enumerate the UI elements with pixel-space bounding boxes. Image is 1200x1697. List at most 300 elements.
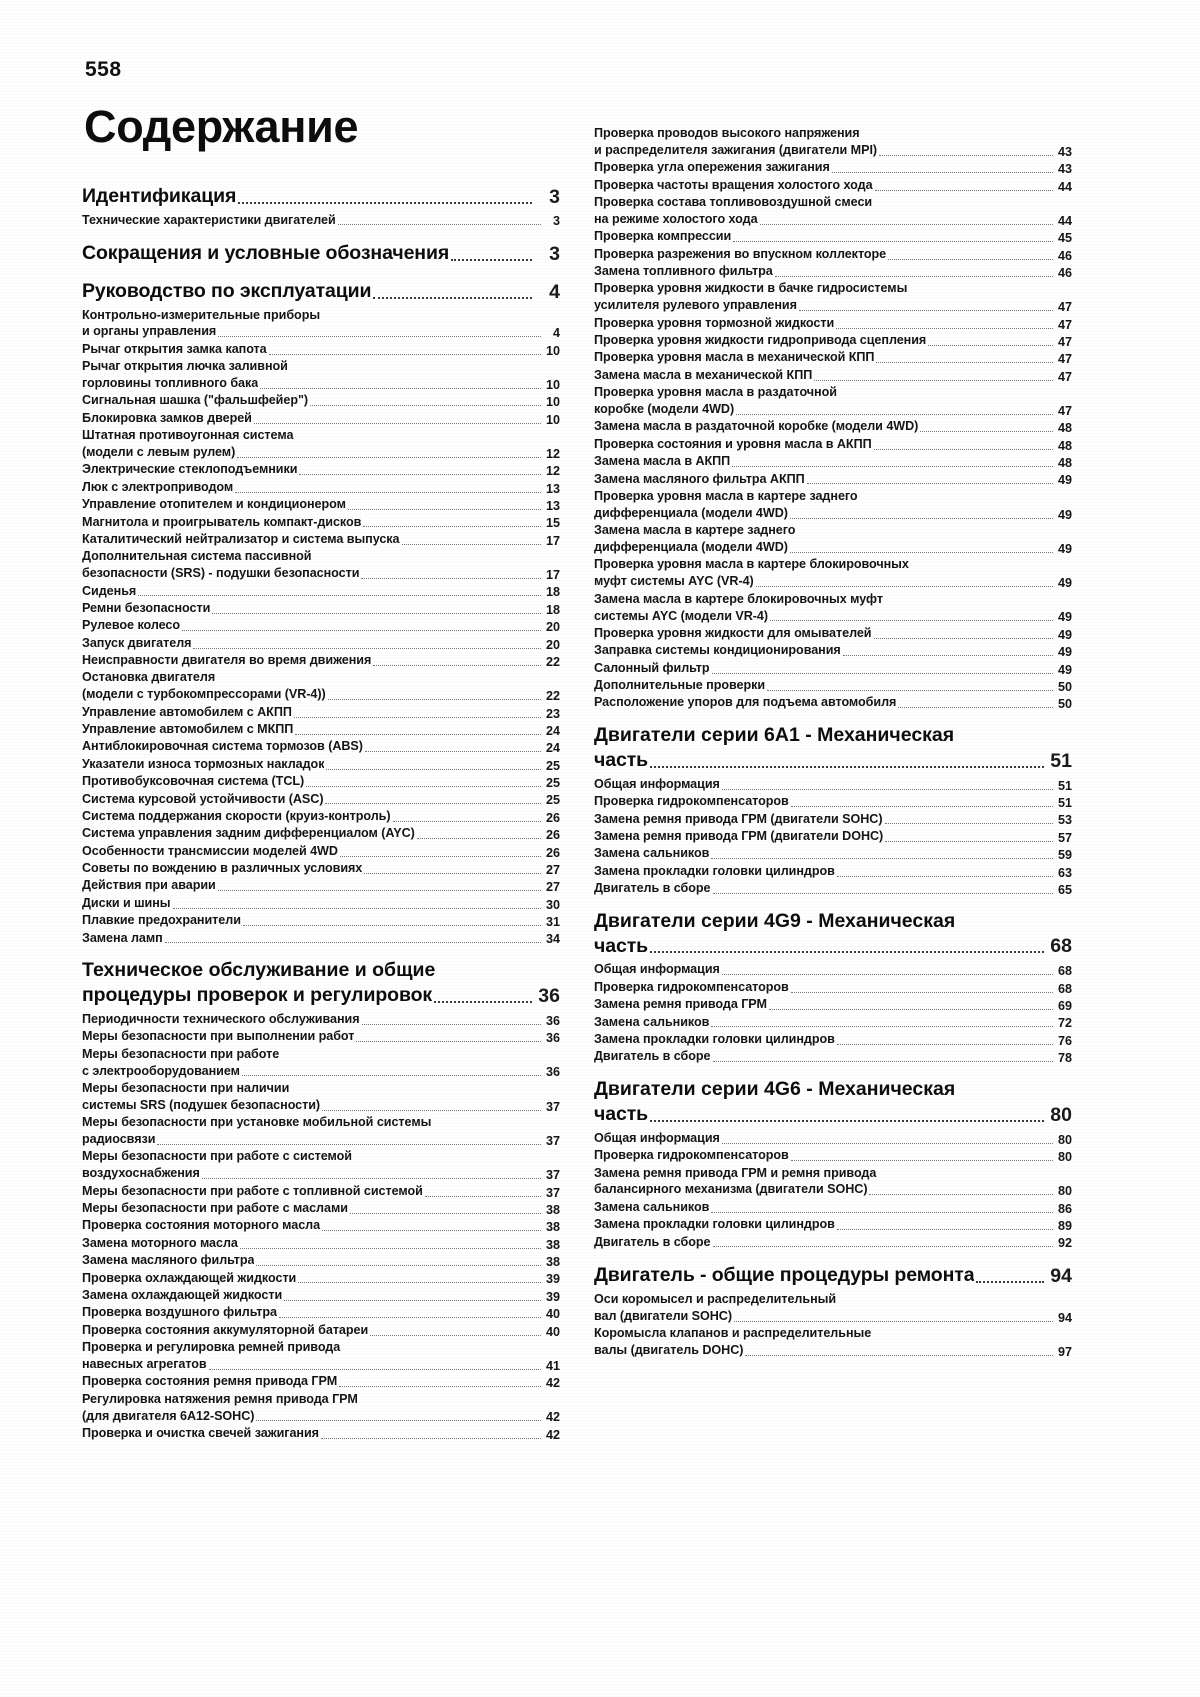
toc-entry[interactable] (82, 791, 560, 808)
toc-entry-page-number: 38 (545, 1202, 560, 1217)
toc-entry[interactable] (82, 756, 560, 773)
toc-entry-label: Идентификация (82, 185, 237, 207)
toc-entry[interactable] (594, 660, 1072, 677)
toc-leader-dots (138, 595, 541, 596)
toc-entry[interactable] (82, 279, 560, 304)
toc-entry[interactable] (82, 1200, 560, 1217)
toc-leader-dots (364, 873, 541, 874)
toc-entry-label: Советы по вождению в различных условиях (82, 861, 363, 876)
toc-entry[interactable] (594, 1342, 1072, 1359)
toc-entry-page-number: 39 (545, 1289, 560, 1304)
toc-entry[interactable] (82, 635, 560, 652)
toc-entry[interactable] (594, 177, 1072, 194)
toc-entry-page-number: 47 (1057, 352, 1072, 367)
toc-leader-dots (451, 259, 532, 261)
toc-entry[interactable] (594, 1048, 1072, 1065)
toc-leader-dots (732, 466, 1053, 467)
toc-leader-dots (299, 474, 541, 475)
toc-entry[interactable] (594, 539, 1072, 556)
toc-leader-dots (760, 224, 1053, 225)
toc-entry[interactable] (82, 704, 560, 721)
toc-entry-page-number: 26 (545, 828, 560, 843)
toc-entry[interactable] (82, 1028, 560, 1045)
toc-entry[interactable] (594, 573, 1072, 590)
toc-leader-dots (888, 259, 1053, 260)
toc-leader-dots (325, 803, 541, 804)
toc-entry[interactable] (594, 1147, 1072, 1164)
toc-entry[interactable] (82, 184, 560, 209)
toc-entry-page-number: 38 (545, 1237, 560, 1252)
toc-entry-page-number: 26 (545, 845, 560, 860)
toc-entry-page-number: 4 (549, 280, 560, 303)
toc-entry-page-number: 49 (1057, 576, 1072, 591)
toc-entry[interactable] (594, 367, 1072, 384)
toc-entry[interactable] (82, 1235, 560, 1252)
toc-entry[interactable] (594, 263, 1072, 280)
toc-entry[interactable] (82, 1165, 560, 1182)
toc-entry-label: Особенности трансмиссии моделей 4WD (82, 843, 338, 858)
toc-entry-label: Проверка уровня жидкости для омывателей (594, 625, 872, 640)
toc-entry-label: на режиме холостого хода (594, 211, 758, 226)
toc-leader-dots (306, 786, 541, 787)
toc-leader-dots (837, 1044, 1053, 1045)
toc-entry-page-number: 46 (1057, 248, 1072, 263)
toc-leader-dots (242, 1075, 541, 1076)
toc-entry-label: Салонный фильтр (594, 660, 710, 675)
toc-entry-label: (модели с левым рулем) (82, 445, 236, 460)
toc-entry-page-number: 51 (1057, 778, 1072, 793)
toc-entry-label: Проверка компрессии (594, 229, 732, 244)
toc-leader-dots (269, 354, 541, 355)
toc-entry-label-line1: Замена ремня привода ГРМ и ремня привода (594, 1165, 877, 1180)
toc-entry[interactable] (594, 880, 1072, 897)
toc-leader-dots (402, 544, 541, 545)
toc-entry-page-number: 37 (545, 1133, 560, 1148)
toc-entry-label: часть (594, 1103, 649, 1126)
toc-leader-dots (326, 769, 541, 770)
toc-leader-dots (722, 1143, 1053, 1144)
toc-leader-dots (173, 908, 541, 909)
toc-entry[interactable] (82, 375, 560, 392)
toc-entry-label-line1: Оси коромысел и распределительный (594, 1291, 837, 1306)
toc-entry[interactable] (82, 738, 560, 755)
toc-leader-dots (722, 974, 1053, 975)
toc-entry[interactable] (82, 1322, 560, 1339)
toc-entry-page-number: 94 (1057, 1310, 1072, 1325)
toc-entry-page-number: 63 (1057, 865, 1072, 880)
toc-entry-label: Проверка уровня жидкости гидропривода сцепления (594, 333, 927, 347)
toc-entry[interactable] (82, 843, 560, 860)
toc-entry[interactable] (82, 241, 560, 266)
toc-entry-label: Замена масла в раздаточной коробке (модели 4WD) (594, 419, 919, 434)
toc-entry[interactable] (82, 721, 560, 738)
toc-leader-dots (713, 893, 1053, 894)
toc-entry-label: Указатели износа тормозных накладок (82, 756, 325, 771)
toc-leader-dots (363, 526, 541, 527)
toc-entry[interactable] (82, 1356, 560, 1373)
toc-entry-label: Двигатель в сборе (594, 1234, 711, 1249)
toc-entry[interactable] (82, 808, 560, 825)
toc-entry-page-number: 3 (549, 243, 560, 265)
toc-entry-page-number: 30 (545, 897, 560, 912)
toc-leader-dots (807, 483, 1053, 484)
toc-leader-dots (202, 1178, 541, 1179)
toc-entry-page-number: 49 (1057, 662, 1072, 677)
toc-entry-page-number: 36 (545, 1065, 560, 1080)
toc-entry-page-number: 36 (545, 1031, 560, 1046)
toc-entry[interactable] (594, 297, 1072, 314)
toc-entry[interactable] (594, 453, 1072, 470)
toc-entry[interactable] (82, 1063, 560, 1080)
toc-leader-dots (650, 951, 1044, 953)
toc-entry[interactable] (594, 228, 1072, 245)
toc-entry-label: Проверка охлаждающей жидкости (82, 1270, 297, 1285)
toc-entry-page-number: 47 (1057, 300, 1072, 315)
toc-entry[interactable] (82, 212, 560, 229)
toc-leader-dots (832, 172, 1053, 173)
toc-entry-page-number: 49 (1057, 541, 1072, 556)
toc-leader-dots (235, 492, 541, 493)
toc-entry-label: коробке (модели 4WD) (594, 402, 735, 416)
toc-entry[interactable] (82, 1270, 560, 1287)
toc-entry[interactable] (594, 1216, 1072, 1233)
toc-entry-page-number: 68 (1050, 935, 1072, 958)
toc-leader-dots (712, 673, 1054, 674)
toc-entry[interactable] (594, 961, 1072, 978)
toc-entry-label: Магнитола и проигрыватель компакт-дисков (82, 514, 362, 529)
toc-leader-dots (711, 1026, 1053, 1027)
toc-entry[interactable] (82, 531, 560, 548)
toc-entry-label: Ремни безопасности (82, 600, 211, 615)
toc-entry[interactable] (82, 341, 560, 358)
toc-leader-dots (799, 310, 1053, 311)
toc-entry-label: навесных агрегатов (82, 1356, 207, 1371)
toc-entry-page-number: 68 (1057, 964, 1072, 979)
toc-leader-dots (218, 890, 541, 891)
toc-entry[interactable] (594, 332, 1072, 349)
toc-entry[interactable] (82, 895, 560, 912)
toc-entry[interactable] (594, 608, 1072, 625)
toc-entry[interactable] (82, 1183, 560, 1200)
toc-entry[interactable] (82, 514, 560, 531)
toc-entry-label: Замена масляного фильтра (82, 1253, 255, 1268)
toc-entry-label: Сокращения и условные обозначения (82, 242, 450, 265)
toc-entry-label-line1: Штатная противоугонная система (82, 428, 294, 443)
toc-entry-label: Рулевое колесо (82, 618, 181, 633)
toc-entry-page-number: 68 (1057, 981, 1072, 996)
toc-entry[interactable] (594, 642, 1072, 659)
toc-entry-label-line1: Регулировка натяжения ремня привода ГРМ (82, 1391, 358, 1406)
toc-entry[interactable] (594, 1199, 1072, 1216)
toc-leader-dots (885, 823, 1054, 824)
toc-leader-dots (417, 838, 541, 839)
toc-entry-page-number: 34 (545, 932, 560, 947)
toc-leader-dots (874, 449, 1053, 450)
toc-entry-page-number: 40 (545, 1324, 560, 1339)
toc-entry[interactable] (82, 1131, 560, 1148)
toc-entry-page-number: 43 (1057, 162, 1072, 177)
toc-entry-page-number: 12 (545, 446, 560, 461)
toc-entry-label: Замена масла в механической КПП (594, 367, 813, 382)
toc-entry-label: горловины топливного бака (82, 376, 259, 391)
toc-entry-label: Замена сальников (594, 846, 710, 861)
toc-entry-label-line1: Коромысла клапанов и распределительные (594, 1326, 872, 1341)
toc-entry[interactable] (82, 912, 560, 929)
toc-leader-dots (769, 1009, 1053, 1010)
toc-entry-label: Плавкие предохранители (82, 913, 241, 928)
toc-entry-label: Общая информация (594, 776, 720, 791)
toc-entry-label: Проверка и очистка свечей зажигания (82, 1425, 319, 1440)
toc-entry[interactable] (594, 776, 1072, 793)
toc-entry-label: безопасности (SRS) - подушки безопасности (82, 566, 360, 581)
toc-leader-dots (310, 405, 541, 406)
toc-entry-page-number: 59 (1057, 848, 1072, 863)
page-folio-number: 558 (85, 58, 122, 81)
toc-entry-label: Управление отопителем и кондиционером (82, 497, 346, 512)
toc-leader-dots (791, 1160, 1053, 1161)
toc-leader-dots (876, 362, 1053, 363)
toc-entry-label: Замена масла в АКПП (594, 454, 731, 469)
toc-entry[interactable] (594, 1308, 1072, 1325)
toc-entry-label: Рычаг открытия замка капота (82, 341, 267, 356)
toc-entry[interactable] (82, 1408, 560, 1425)
toc-leader-dots (898, 707, 1053, 708)
toc-leader-dots (791, 806, 1053, 807)
toc-entry-page-number: 43 (1057, 144, 1072, 159)
toc-entry[interactable] (82, 1425, 560, 1442)
toc-leader-dots (767, 690, 1053, 691)
toc-entry[interactable] (594, 1181, 1072, 1198)
toc-entry-page-number: 38 (545, 1255, 560, 1270)
toc-entry-page-number: 48 (1057, 456, 1072, 470)
toc-entry[interactable] (82, 1304, 560, 1321)
toc-entry-label: Система управления задним дифференциалом (AYC) (82, 826, 415, 841)
toc-entry-page-number: 45 (1057, 231, 1072, 246)
toc-entry-label: Расположение упоров для подъема автомобиля (594, 695, 897, 710)
toc-entry[interactable] (82, 392, 560, 409)
toc-leader-dots (218, 336, 541, 337)
toc-entry[interactable] (82, 1373, 560, 1390)
toc-entry-page-number: 13 (545, 481, 560, 496)
toc-entry-page-number: 24 (545, 723, 560, 738)
toc-leader-dots (790, 518, 1053, 519)
toc-leader-dots (976, 1281, 1044, 1283)
toc-leader-dots (240, 1248, 541, 1249)
toc-leader-dots (279, 1317, 541, 1318)
toc-leader-dots (212, 613, 541, 614)
toc-leader-dots (256, 1265, 541, 1266)
toc-entry[interactable] (82, 773, 560, 790)
toc-entry[interactable] (594, 625, 1072, 642)
toc-leader-dots (393, 821, 542, 822)
toc-leader-dots (928, 345, 1053, 346)
toc-entry[interactable] (82, 617, 560, 634)
toc-leader-dots (339, 1386, 541, 1387)
toc-entry-label: Диски и шины (82, 895, 171, 910)
toc-entry[interactable] (82, 583, 560, 600)
toc-entry[interactable] (594, 1263, 1072, 1288)
toc-entry-page-number: 10 (545, 343, 560, 358)
toc-leader-dots (745, 1355, 1053, 1356)
toc-entry-label: с электрооборудованием (82, 1063, 240, 1078)
toc-entry-label: Система поддержания скорости (круиз-контроль) (82, 808, 391, 823)
toc-leader-dots (340, 856, 541, 857)
toc-entry-label: Проверка гидрокомпенсаторов (594, 794, 789, 809)
toc-entry-label: Меры безопасности при выполнении работ (82, 1029, 355, 1044)
toc-entry[interactable] (594, 863, 1072, 880)
toc-leader-dots (875, 190, 1053, 191)
toc-leader-dots (713, 1061, 1053, 1062)
toc-entry-page-number: 27 (545, 880, 560, 895)
toc-entry[interactable] (594, 246, 1072, 263)
toc-entry[interactable] (594, 142, 1072, 159)
toc-entry[interactable] (82, 444, 560, 461)
toc-entry[interactable] (594, 694, 1072, 711)
toc-entry[interactable] (82, 1217, 560, 1234)
toc-entry-label: усилителя рулевого управления (594, 298, 797, 313)
toc-entry[interactable] (82, 1011, 560, 1028)
toc-entry-label: Меры безопасности при работе с маслами (82, 1201, 348, 1216)
toc-entry[interactable] (82, 565, 560, 582)
toc-entry-page-number: 40 (545, 1307, 560, 1322)
toc-entry-page-number: 57 (1057, 830, 1072, 845)
toc-leader-dots (775, 276, 1053, 277)
toc-leader-dots (338, 224, 541, 225)
toc-entry-label: Противобуксовочная система (TCL) (82, 774, 305, 789)
toc-entry-label: Проверка состояния и уровня масла в АКПП (594, 436, 872, 451)
toc-entry-page-number: 76 (1057, 1033, 1072, 1048)
toc-entry-page-number: 80 (1057, 1150, 1072, 1165)
toc-entry-label: Технические характеристики двигателей (82, 212, 336, 227)
toc-entry[interactable] (594, 471, 1072, 488)
toc-entry[interactable] (594, 845, 1072, 862)
toc-entry[interactable] (82, 983, 560, 1008)
toc-leader-dots (722, 789, 1053, 790)
toc-leader-dots (361, 578, 541, 579)
toc-entry-label-line1: Меры безопасности при работе (82, 1046, 280, 1061)
toc-entry[interactable] (594, 1234, 1072, 1251)
toc-leader-dots (920, 431, 1053, 432)
toc-entry[interactable] (82, 1097, 560, 1114)
toc-entry-label: Замена масляного фильтра АКПП (594, 471, 805, 486)
toc-leader-dots (350, 1213, 541, 1214)
toc-entry-page-number: 38 (545, 1220, 560, 1235)
toc-entry-label-line1: Остановка двигателя (82, 670, 216, 685)
toc-entry[interactable] (82, 1252, 560, 1269)
toc-leader-dots (356, 1041, 541, 1042)
toc-entry-page-number: 69 (1057, 999, 1072, 1014)
toc-entry-label: Замена ремня привода ГРМ (594, 997, 767, 1012)
toc-entry-page-number: 25 (545, 758, 560, 773)
toc-entry[interactable] (82, 323, 560, 340)
toc-entry-page-number: 37 (545, 1099, 560, 1114)
toc-entry-label: муфт системы AYC (VR-4) (594, 574, 754, 589)
toc-entry-label: (для двигателя 6A12-SOHC) (82, 1408, 255, 1423)
toc-entry[interactable] (82, 686, 560, 703)
toc-entry-label: Периодичности технического обслуживания (82, 1011, 360, 1026)
toc-entry[interactable] (594, 436, 1072, 453)
toc-leader-dots (322, 1110, 541, 1111)
toc-entry[interactable] (594, 677, 1072, 694)
toc-entry-label: Люк с электроприводом (82, 479, 234, 494)
toc-entry-page-number: 44 (1057, 179, 1072, 194)
toc-entry[interactable] (594, 505, 1072, 522)
toc-entry[interactable] (594, 979, 1072, 996)
toc-entry[interactable] (594, 211, 1072, 228)
toc-entry-label-line1: Проверка проводов высокого напряжения (594, 126, 860, 140)
toc-entry-label: Руководство по эксплуатации (82, 280, 372, 302)
toc-entry[interactable] (82, 860, 560, 877)
toc-leader-dots (348, 509, 541, 510)
toc-leader-dots (713, 1246, 1053, 1247)
toc-entry[interactable] (82, 410, 560, 427)
toc-entry-page-number: 50 (1057, 697, 1072, 712)
toc-entry[interactable] (594, 793, 1072, 810)
toc-entry-page-number: 3 (552, 214, 560, 229)
toc-entry[interactable] (594, 748, 1072, 773)
toc-entry[interactable] (594, 996, 1072, 1013)
toc-leader-dots (209, 1369, 541, 1370)
page-title: Содержание (84, 101, 359, 152)
toc-entry[interactable] (82, 496, 560, 513)
toc-entry[interactable] (594, 811, 1072, 828)
toc-entry-label: часть (594, 749, 649, 772)
toc-entry[interactable] (594, 1031, 1072, 1048)
toc-entry[interactable] (82, 1287, 560, 1304)
toc-entry-page-number: 18 (545, 585, 560, 600)
toc-leader-dots (756, 586, 1053, 587)
toc-leader-dots (770, 620, 1053, 621)
toc-entry[interactable] (594, 1014, 1072, 1031)
toc-entry[interactable] (594, 828, 1072, 845)
toc-entry[interactable] (82, 461, 560, 478)
toc-entry-page-number: 44 (1057, 213, 1072, 228)
toc-entry-page-number: 17 (545, 533, 560, 548)
toc-entry[interactable] (82, 930, 560, 947)
toc-entry-label: Замена ремня привода ГРМ (двигатели SOHC) (594, 811, 883, 826)
toc-entry-label: Двигатель в сборе (594, 1049, 711, 1064)
toc-entry-page-number: 80 (1050, 1103, 1072, 1126)
toc-entry-label-line1: Проверка уровня масла в раздаточной (594, 385, 837, 400)
toc-entry[interactable] (594, 1102, 1072, 1127)
toc-entry-page-number: 78 (1057, 1051, 1072, 1066)
toc-entry-label: Двигатель - общие процедуры ремонта (594, 1264, 975, 1287)
toc-entry-label: Замена прокладки головки цилиндров (594, 1031, 835, 1046)
toc-leader-dots (711, 1212, 1053, 1213)
toc-entry[interactable] (594, 401, 1072, 418)
toc-entry-label-line1: Проверка уровня масла в картере блокировочных (594, 557, 909, 572)
toc-entry[interactable] (82, 652, 560, 669)
toc-entry[interactable] (594, 934, 1072, 959)
toc-leader-dots (790, 552, 1053, 553)
toc-entry[interactable] (82, 479, 560, 496)
toc-entry-label-line1: Замена масла в картере блокировочных муфт (594, 591, 883, 606)
toc-entry-page-number: 41 (545, 1358, 560, 1373)
toc-entry[interactable] (594, 1130, 1072, 1147)
toc-leader-dots (711, 858, 1053, 859)
toc-entry[interactable] (594, 418, 1072, 435)
toc-entry[interactable] (594, 349, 1072, 366)
toc-leader-dots (843, 655, 1053, 656)
toc-entry-page-number: 13 (545, 499, 560, 514)
toc-entry[interactable] (82, 825, 560, 842)
toc-entry-label: Замена сальников (594, 1014, 710, 1029)
toc-entry[interactable] (82, 600, 560, 617)
toc-entry[interactable] (594, 159, 1072, 176)
toc-entry-page-number: 42 (545, 1410, 560, 1425)
toc-entry[interactable] (594, 315, 1072, 332)
toc-entry[interactable] (82, 877, 560, 894)
